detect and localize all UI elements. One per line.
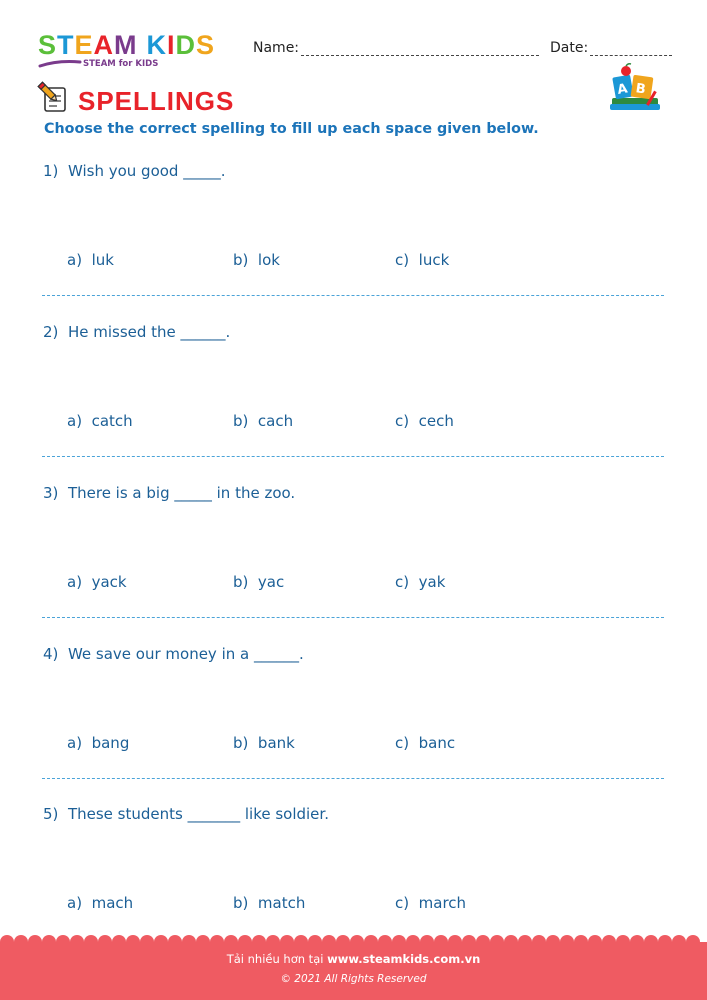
option-a[interactable]: a) mach (67, 894, 134, 912)
logo-letter: S (196, 30, 216, 60)
logo-letter: K (146, 30, 168, 60)
name-label: Name: (253, 40, 300, 56)
logo-letter: D (175, 30, 197, 60)
question-number: 5) (43, 805, 59, 823)
option-c[interactable]: c) luck (395, 251, 450, 269)
question-text: These students _______ like soldier. (67, 805, 329, 823)
option-b[interactable]: b) lok (233, 251, 280, 269)
option-a[interactable]: a) bang (67, 734, 130, 752)
logo-letter: T (57, 30, 75, 60)
option-b[interactable]: b) bank (233, 734, 295, 752)
name-field[interactable] (301, 55, 539, 56)
logo-wordmark (38, 30, 238, 60)
option-a[interactable]: a) catch (67, 412, 133, 430)
question-text: Wish you good _____. (67, 162, 226, 180)
logo-letter: A (93, 30, 115, 60)
pencil-paper-icon (36, 80, 70, 114)
date-field[interactable] (590, 55, 672, 56)
footer-download-text: Tải nhiều hơn tại www.steamkids.com.vn (226, 952, 481, 966)
separator (42, 778, 664, 779)
logo-letter: S (38, 30, 58, 60)
question-number: 1) (43, 162, 59, 180)
question-text: There is a big _____ in the zoo. (67, 484, 296, 502)
option-b[interactable]: b) cach (233, 412, 294, 430)
separator (42, 617, 664, 618)
svg-text:B: B (634, 81, 647, 98)
question-text: He missed the ______. (67, 323, 231, 341)
footer-site-link[interactable]: www.steamkids.com.vn (327, 952, 481, 966)
option-c[interactable]: c) banc (395, 734, 456, 752)
svg-text:A: A (616, 81, 629, 98)
worksheet-title: SPELLINGS (78, 86, 235, 116)
option-a[interactable]: a) yack (67, 573, 127, 591)
option-c[interactable]: c) yak (395, 573, 446, 591)
question-number: 2) (43, 323, 59, 341)
footer (0, 942, 707, 1000)
instruction-text: Choose the correct spelling to fill up each space given below. (44, 121, 539, 137)
question-number: 3) (43, 484, 59, 502)
question-2 (43, 323, 230, 341)
question-1 (43, 162, 225, 180)
question-text: We save our money in a ______. (67, 645, 304, 663)
logo-letter: M (114, 30, 138, 60)
option-a[interactable]: a) luk (67, 251, 114, 269)
option-c[interactable]: c) march (395, 894, 467, 912)
logo-letter: I (167, 30, 176, 60)
separator (42, 295, 664, 296)
question-number: 4) (43, 645, 59, 663)
abc-books-icon (606, 62, 666, 116)
logo-letter: E (74, 30, 94, 60)
question-5 (43, 805, 329, 823)
steam-kids-logo (38, 30, 238, 74)
option-b[interactable]: b) match (233, 894, 306, 912)
logo-subtitle: STEAM for KIDS (83, 59, 159, 69)
date-label: Date: (550, 40, 589, 56)
option-b[interactable]: b) yac (233, 573, 285, 591)
question-4 (43, 645, 304, 663)
logo-swoosh-icon (38, 58, 82, 70)
option-c[interactable]: c) cech (395, 412, 454, 430)
footer-copyright: © 2021 All Rights Reserved (280, 973, 427, 985)
separator (42, 456, 664, 457)
question-3 (43, 484, 295, 502)
